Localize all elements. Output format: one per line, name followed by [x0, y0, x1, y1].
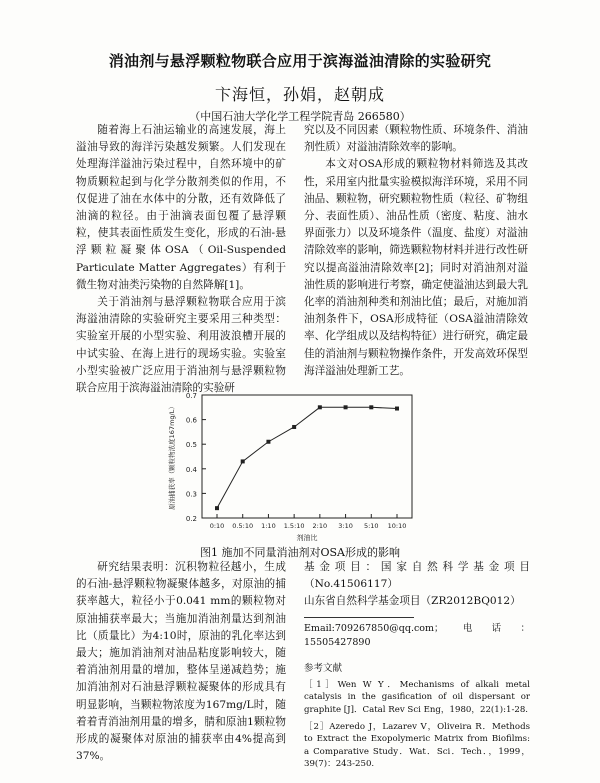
paragraph: 研究结果表明：沉积物粒径越小，生成的石油-悬浮颗粒物凝聚体越多，对原油的捕获率越大，粒径小于0.041 mm的颗粒物对原油捕获率最大；当施加消油剂量达到剂油比（质量比）为4:10时，原油的乳化率达到最大；施加消油剂对油品粘度影响较大，随着消油剂用量的增加，整体呈递减趋势；施加消油剂对石油悬浮颗粒凝聚体的形成具有明显影响，当颗粒物浓度为167mg/L时，随着着青消油剂用量的增多，腈和原油1颗粒物形成的凝聚体对原油的捕获率由4%提高到37%。: [76, 561, 286, 763]
data-point: [395, 407, 399, 411]
body-column-left-top: [76, 122, 286, 397]
x-tick-label: 1:10: [261, 522, 276, 530]
reference-item: ［1］Wen W Y．Mechanisms of alkali metal catalysis in the gasification of oil dispersant or graphite [J]．Catal Rev Sci Eng，1980，22(1):1-28.: [304, 679, 530, 715]
reference-item: ［2］Azeredo J，Lazarev V，Oliveira R．Methods to Extract the Exopolymeric Matrix from Biofilms: a Comparative Study．Wat．Sci．Tech．，1999，39(7)：243-250.: [304, 721, 530, 770]
osa-chart: [150, 385, 450, 545]
y-tick-label: 0.4: [185, 465, 197, 474]
x-tick-label: 10:10: [387, 522, 407, 530]
x-tick-label: 3:10: [338, 522, 353, 530]
divider: [304, 617, 414, 618]
x-tick-label: 1.5:10: [283, 522, 305, 530]
x-tick-label: 2:10: [312, 522, 328, 530]
x-tick-label: 0.5:10: [232, 522, 254, 530]
y-tick-label: 0.3: [185, 490, 197, 499]
data-point: [344, 405, 348, 409]
y-tick-label: 0.6: [185, 416, 197, 425]
paragraph: 关于消油剂与悬浮颗粒物联合应用于滨海溢油清除的实验研究主要采用三种类型：实验室开展的小型实验、利用波浪槽开展的中试实验、在海上进行的现场实验。实验室小型实验被广泛应用于消油剂与悬浮颗粒物联合应用于滨海溢油清除的实验研: [76, 296, 286, 395]
paper-affiliation: （中国石油大学化学工程学院青岛 266580）: [189, 110, 411, 123]
figure-caption: 图1 施加不同量消油剂对OSA形成的影响: [200, 546, 400, 559]
data-point: [266, 440, 270, 444]
data-point: [369, 405, 373, 409]
data-point: [241, 459, 245, 463]
paragraph: 随着海上石油运输业的高速发展，海上溢油导致的海洋污染越发频繁。人们发现在处理海洋溢油污染过程中，自然环境中的矿物质颗粒起到与化学分散剂类似的作用，不仅促进了油在水体中的分散，还有效降低了油滴的粒径。由于油滴表面包覆了悬浮颗粒，使其表面性质发生变化，形成的石油-悬浮颗粒凝聚体OSA（Oil-Suspended Particulate Matter Aggregates）有利于微生物对油类污染物的自然降解[1]。: [76, 124, 286, 291]
x-axis-label: 剂油比: [296, 534, 318, 542]
paper-authors: 卞海恒，孙娟，赵朝成: [214, 85, 385, 104]
data-point: [292, 425, 296, 429]
data-point: [318, 405, 322, 409]
x-tick-label: 0:10: [209, 522, 225, 530]
references-heading: 参考文献: [304, 662, 343, 674]
paragraph: 究以及不同因素（颗粒物性质、环境条件、消油剂性质）对溢油清除效率的影响。: [304, 124, 528, 154]
data-point: [215, 506, 219, 510]
y-tick-label: 0.7: [185, 392, 197, 400]
paragraph: 本文对OSA形成的颗粒物材料筛选及其改性，采用室内批量实验模拟海洋环境，采用不同油品、颗粒物，研究颗粒物性质（粒径、矿物组分、表面性质）、油品性质（密度、粘度、油水界面张力）以及环境条件（温度、盐度）对溢油清除效率的影响，筛选颗粒物材料并进行改性研究以提高溢油清除效率[2]；同时对消油剂对溢油性质的影响进行考察，确定使溢油达到最大乳化率的消油剂种类和剂油比值；最后，对施加消油剂条件下，OSA形成特征（OSA溢油清除效率、化学组成以及结构特征）进行研究，确定最佳的消油剂与颗粒物操作条件，开发高效环保型海洋溢油处理新工艺。: [304, 158, 528, 377]
x-tick-label: 5:10: [363, 522, 379, 530]
body-column-left-bottom: [76, 559, 286, 765]
series-line: [217, 407, 397, 508]
plot-frame: [202, 395, 412, 518]
y-axis-label: 原油捕获率（颗粒物浓度167mg/L）: [168, 403, 176, 510]
y-tick-label: 0.2: [185, 515, 197, 523]
fund-project-2: 山东省自然科学基金项目（ZR2012BQ012）: [304, 595, 521, 608]
body-column-right-top: [304, 122, 528, 380]
y-tick-label: 0.5: [185, 441, 197, 450]
paper-title: 消油剂与悬浮颗粒物联合应用于滨海溢油清除的实验研究: [108, 52, 492, 70]
fund-project: 基金项目：国家自然科学基金项目（No.41506117）: [304, 561, 530, 591]
body-column-right-bottom: [304, 559, 530, 775]
contact-email: Email:709267850@qq.com；电话：15505427890: [304, 622, 530, 648]
